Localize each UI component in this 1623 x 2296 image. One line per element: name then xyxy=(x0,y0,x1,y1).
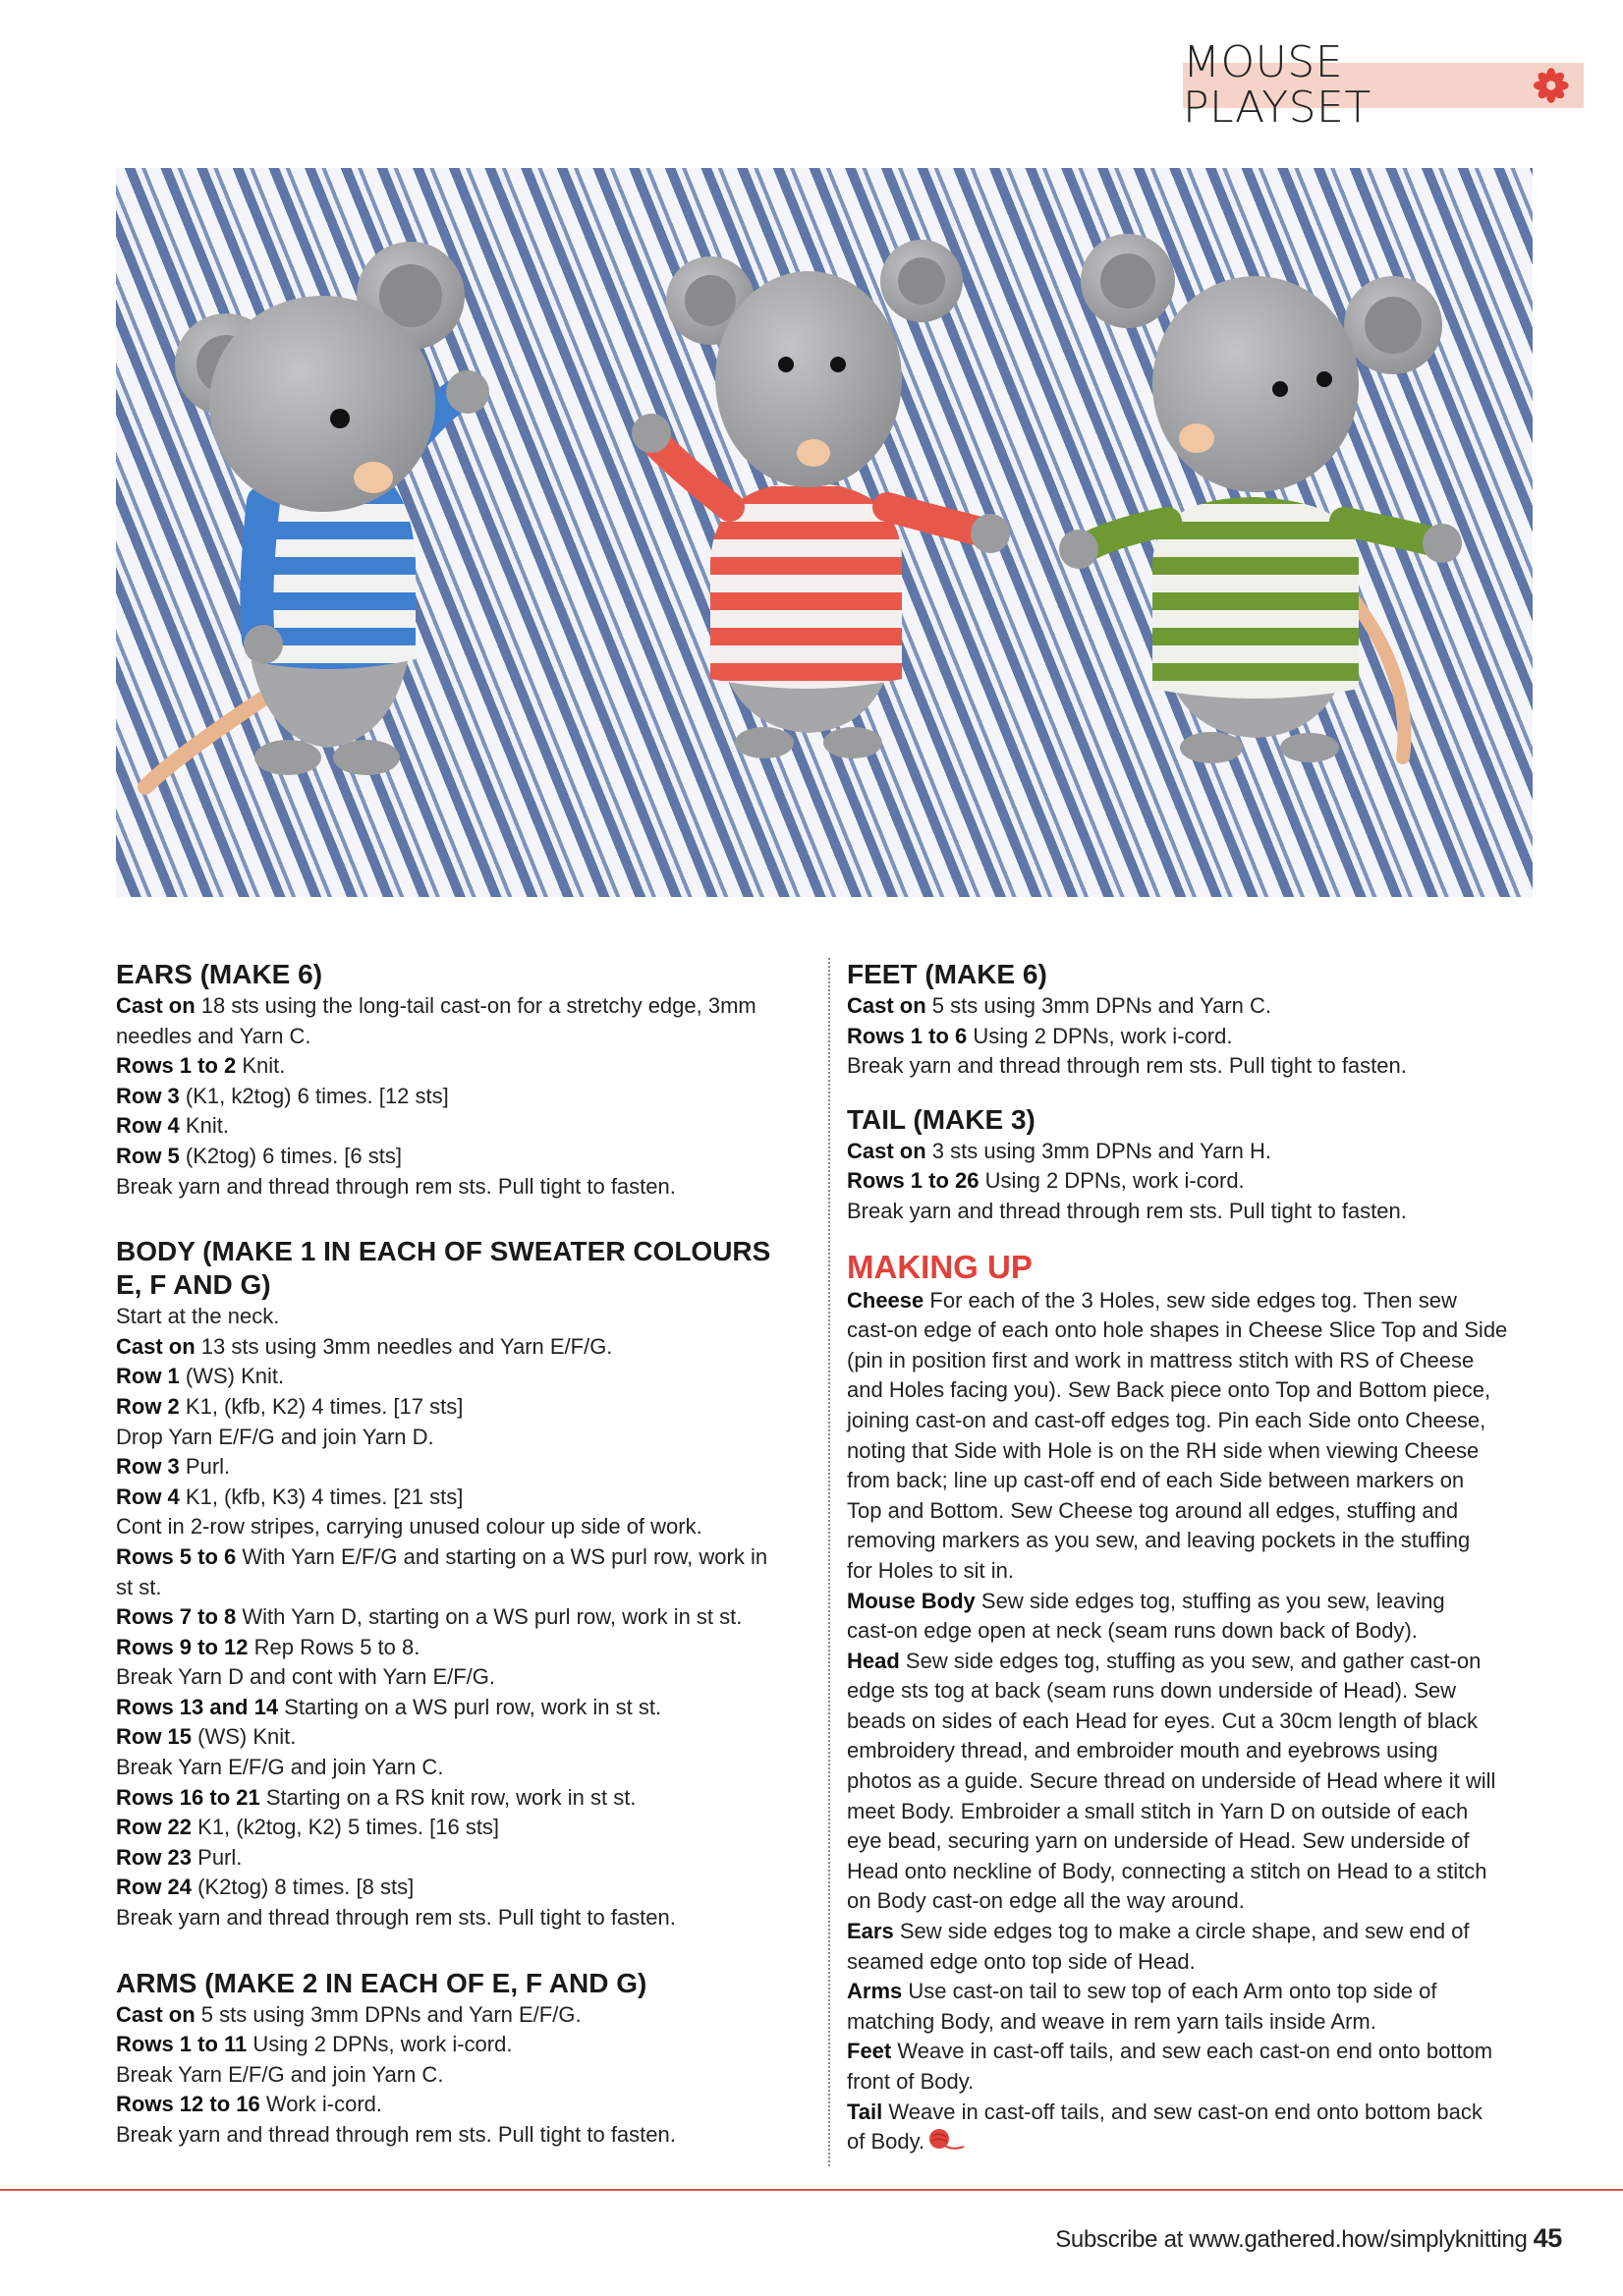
instruction-label: Feet xyxy=(847,2039,892,2064)
instruction-line xyxy=(847,1977,1535,2007)
instruction-label: Row 2 xyxy=(116,1393,180,1419)
instruction-label: Ears xyxy=(847,1919,894,1944)
instruction-text: for Holes to sit in. xyxy=(847,1557,1014,1583)
instruction-label: Cast on xyxy=(847,993,926,1018)
instruction-line xyxy=(847,1406,1535,1436)
section-tag xyxy=(1183,37,1584,133)
instruction-label: Mouse Body xyxy=(847,1588,976,1613)
feet-section xyxy=(847,958,1535,1082)
body-section xyxy=(116,1235,804,1932)
instruction-text: Break yarn and thread through rem sts. Pull tight to fasten. xyxy=(847,1198,1407,1223)
instruction-text: Using 2 DPNs, work i-cord. xyxy=(979,1168,1245,1194)
instruction-text: (K2tog) 6 times. [6 sts] xyxy=(179,1143,402,1168)
instruction-text: Break Yarn E/F/G and join Yarn C. xyxy=(116,1755,444,1780)
instruction-line xyxy=(847,1526,1535,1556)
section-heading: FEET (MAKE 6) xyxy=(847,959,1047,989)
instruction-line xyxy=(847,2007,1535,2038)
instruction-text: and Holes facing you). Sew Back piece onto Top and Bottom piece, xyxy=(847,1377,1491,1403)
instruction-line xyxy=(847,1647,1535,1677)
instruction-text: Rep Rows 5 to 8. xyxy=(248,1634,420,1659)
instruction-label: Row 3 xyxy=(116,1454,180,1480)
instruction-line xyxy=(116,1753,804,1783)
instruction-line xyxy=(847,2067,1535,2098)
instruction-line xyxy=(116,1142,804,1172)
instruction-label: Rows 1 to 6 xyxy=(847,1023,968,1048)
instruction-line xyxy=(847,1917,1535,1947)
instruction-text: Work i-cord. xyxy=(259,2092,382,2117)
instruction-label: Row 23 xyxy=(116,1844,193,1870)
instruction-line xyxy=(116,2120,804,2151)
instruction-text: Starting on a WS purl row, work in st st. xyxy=(278,1694,662,1719)
instruction-text: Sew side edges tog, stuffing as you sew, and gather cast-on xyxy=(899,1648,1482,1673)
instruction-text: (WS) Knit. xyxy=(179,1364,285,1389)
making-up-section xyxy=(847,1249,1535,2157)
instruction-text: edge sts tog at back (seam runs down underside of Head). Sew xyxy=(847,1678,1457,1704)
instruction-text: photos as a guide. Secure thread on underside of Head where it will xyxy=(847,1768,1496,1794)
instruction-text: K1, (kfb, K3) 4 times. [21 sts] xyxy=(179,1484,464,1509)
instruction-text: Knit. xyxy=(179,1113,229,1139)
instruction-line xyxy=(847,2037,1535,2067)
instruction-label: Row 24 xyxy=(116,1875,193,1900)
instruction-label: Head xyxy=(847,1648,900,1673)
section-title: MOUSE PLAYSET xyxy=(1183,37,1371,133)
instruction-line xyxy=(847,1797,1535,1827)
instruction-label: Rows 7 to 8 xyxy=(116,1604,237,1630)
instruction-line xyxy=(847,1676,1535,1707)
instruction-text: from back; line up cast-off end of each Side between markers on xyxy=(847,1468,1465,1493)
instruction-text: Break yarn and thread through rem sts. Pull tight to fasten. xyxy=(116,1905,676,1931)
instruction-line xyxy=(116,2060,804,2091)
instruction-line xyxy=(116,2090,804,2120)
instruction-text: (WS) Knit. xyxy=(192,1724,297,1750)
instruction-text: Purl. xyxy=(192,1844,243,1870)
instruction-text: With Yarn E/F/G and starting on a WS purl row, work in xyxy=(236,1543,768,1569)
instruction-text: Break yarn and thread through rem sts. Pull tight to fasten. xyxy=(116,2122,676,2147)
instruction-line xyxy=(847,1197,1535,1227)
instruction-line xyxy=(116,1172,804,1203)
instruction-text: Drop Yarn E/F/G and join Yarn D. xyxy=(116,1424,434,1449)
instruction-line xyxy=(847,1436,1535,1467)
instruction-text: Starting on a RS knit row, work in st st. xyxy=(259,1784,637,1810)
instruction-line xyxy=(116,2000,804,2031)
instruction-text: Break yarn and thread through rem sts. Pull tight to fasten. xyxy=(116,1173,676,1199)
section-heading: TAIL (MAKE 3) xyxy=(847,1103,1035,1135)
instruction-text: embroidery thread, and embroider mouth and eyebrows using xyxy=(847,1738,1438,1764)
section-heading: BODY (MAKE 1 IN EACH OF SWEATER COLOURS E, F AND G) xyxy=(116,1236,771,1301)
instruction-text: joining cast-on and cast-off edges tog. Pin each Side onto Cheese, xyxy=(847,1407,1486,1432)
instruction-label: Tail xyxy=(847,2099,883,2124)
instruction-line xyxy=(116,1813,804,1843)
instruction-line xyxy=(847,1496,1535,1527)
instruction-label: Rows 13 and 14 xyxy=(116,1694,279,1719)
instruction-text: cast-on edge of each onto hole shapes in Cheese Slice Top and Side xyxy=(847,1317,1508,1343)
instruction-line xyxy=(847,1286,1535,1316)
instruction-line xyxy=(116,1483,804,1513)
instruction-text: on Body cast-on edge all the way around. xyxy=(847,1888,1245,1914)
instruction-text: 13 sts using 3mm needles and Yarn E/F/G. xyxy=(195,1333,613,1359)
instruction-text: cast-on edge open at neck (seam runs down back of Body). xyxy=(847,1618,1418,1644)
instruction-label: Cheese xyxy=(847,1287,924,1313)
instruction-line xyxy=(847,1316,1535,1346)
instruction-line xyxy=(116,1783,804,1814)
knitted-mice-photo xyxy=(116,168,1533,897)
instruction-text: Using 2 DPNs, work i-cord. xyxy=(967,1023,1233,1048)
instruction-line xyxy=(116,1362,804,1392)
instruction-text: Purl. xyxy=(179,1454,231,1480)
section-heading: MAKING UP xyxy=(847,1248,1033,1285)
instruction-label: Rows 9 to 12 xyxy=(116,1634,249,1659)
instruction-text: of Body. xyxy=(847,2129,925,2155)
instruction-line xyxy=(847,1166,1535,1197)
instruction-line xyxy=(847,2098,1535,2128)
instruction-text: 3 sts using 3mm DPNs and Yarn H. xyxy=(925,1138,1272,1163)
instruction-line xyxy=(847,1137,1535,1167)
instruction-line xyxy=(847,1375,1535,1406)
instruction-line xyxy=(116,1693,804,1723)
instruction-text: (pin in position first and work in mattress stitch with RS of Cheese xyxy=(847,1347,1475,1372)
instruction-line xyxy=(847,1616,1535,1647)
instruction-line xyxy=(116,1051,804,1082)
instruction-line xyxy=(116,1111,804,1142)
instruction-line xyxy=(847,1587,1535,1617)
instruction-line xyxy=(847,1947,1535,1978)
instruction-label: Cast on xyxy=(116,1333,196,1359)
instruction-text: Start at the neck. xyxy=(116,1304,280,1329)
instruction-text: front of Body. xyxy=(847,2069,975,2094)
instruction-line xyxy=(116,1633,804,1663)
instruction-label: Rows 5 to 6 xyxy=(116,1543,237,1569)
instruction-text: Sew side edges tog, stuffing as you sew, leaving xyxy=(975,1588,1445,1613)
left-column xyxy=(116,958,804,2184)
arms-section xyxy=(116,1967,804,2151)
instruction-label: Row 5 xyxy=(116,1143,180,1168)
right-column xyxy=(847,958,1535,2191)
instruction-text: 5 sts using 3mm DPNs and Yarn E/F/G. xyxy=(195,2001,582,2027)
instruction-label: Rows 12 to 16 xyxy=(116,2092,260,2117)
instruction-text: Use cast-on tail to sew top of each Arm onto top side of xyxy=(902,1979,1437,2004)
footer-rule xyxy=(0,2189,1623,2191)
instruction-text: eye bead, securing yarn on underside of Head. Sew underside of xyxy=(847,1828,1470,1854)
instruction-text: matching Body, and weave in rem yarn tails inside Arm. xyxy=(847,2008,1376,2034)
instruction-line xyxy=(116,1512,804,1542)
instruction-label: Rows 16 to 21 xyxy=(116,1784,260,1810)
instruction-label: Rows 1 to 26 xyxy=(847,1168,979,1194)
instruction-line xyxy=(116,1082,804,1112)
instruction-label: Row 1 xyxy=(116,1364,180,1389)
instruction-text: beads on sides of each Head for eyes. Cut a 30cm length of black xyxy=(847,1708,1479,1733)
instruction-label: Rows 1 to 2 xyxy=(116,1053,237,1079)
instruction-label: Row 3 xyxy=(116,1083,180,1108)
instruction-label: Rows 1 to 11 xyxy=(116,2032,248,2057)
instruction-line xyxy=(847,1707,1535,1737)
instruction-label: Row 15 xyxy=(116,1724,193,1750)
instruction-line xyxy=(847,1736,1535,1766)
instruction-line xyxy=(847,1556,1535,1587)
instruction-text: With Yarn D, starting on a WS purl row, work in st st. xyxy=(236,1604,743,1630)
yarn-ball-icon xyxy=(928,2128,966,2152)
page-number: 45 xyxy=(1533,2223,1562,2253)
instruction-line xyxy=(116,2030,804,2060)
instruction-label: Row 22 xyxy=(116,1815,193,1840)
flower-icon xyxy=(1533,66,1570,105)
instruction-label: Arms xyxy=(847,1979,903,2004)
footer xyxy=(1055,2223,1562,2254)
instruction-text: (K2tog) 8 times. [8 sts] xyxy=(192,1875,415,1900)
instruction-text: Knit. xyxy=(236,1053,286,1079)
instruction-text: Cont in 2-row stripes, carrying unused colour up side of work. xyxy=(116,1514,702,1540)
instruction-text: Break yarn and thread through rem sts. Pull tight to fasten. xyxy=(847,1053,1407,1079)
instruction-text: Weave in cast-off tails, and sew cast-on end onto bottom back xyxy=(882,2099,1483,2124)
instruction-line xyxy=(847,1857,1535,1887)
instruction-line xyxy=(116,1332,804,1363)
tail-section xyxy=(847,1103,1535,1227)
instruction-line xyxy=(847,1886,1535,1917)
instruction-line xyxy=(116,1302,804,1332)
instruction-text: Break Yarn E/F/G and join Yarn C. xyxy=(116,2061,444,2087)
instruction-label: Row 4 xyxy=(116,1113,180,1139)
instruction-text: noting that Side with Hole is on the RH side when viewing Cheese xyxy=(847,1437,1480,1463)
instruction-text: K1, (k2tog, K2) 5 times. [16 sts] xyxy=(192,1815,500,1840)
instruction-text: removing markers as you sew, and leaving pockets in the stuffing xyxy=(847,1528,1471,1553)
instruction-line xyxy=(116,1903,804,1933)
instruction-line xyxy=(116,1662,804,1693)
instruction-line xyxy=(116,1542,804,1573)
instruction-text: Using 2 DPNs, work i-cord. xyxy=(247,2032,513,2057)
instruction-line xyxy=(847,1466,1535,1496)
instruction-text: Weave in cast-off tails, and sew each cast-on end onto bottom xyxy=(891,2039,1493,2064)
instruction-line xyxy=(847,1346,1535,1376)
instruction-line xyxy=(116,991,804,1022)
instruction-line xyxy=(116,1392,804,1423)
column-divider xyxy=(828,958,830,2166)
instruction-text: For each of the 3 Holes, sew side edges tog. Then sew xyxy=(923,1287,1457,1313)
instruction-text: needles and Yarn C. xyxy=(116,1023,311,1048)
instruction-line xyxy=(116,1873,804,1903)
instruction-text: meet Body. Embroider a small stitch in Yarn D on outside of each xyxy=(847,1798,1469,1823)
instruction-text: 18 sts using the long-tail cast-on for a stretchy edge, 3mm xyxy=(195,993,756,1018)
section-heading: EARS (MAKE 6) xyxy=(116,959,323,989)
instruction-line xyxy=(847,1022,1535,1052)
instruction-text: st st. xyxy=(116,1574,162,1599)
instruction-text: Top and Bottom. Sew Cheese tog around all edges, stuffing and xyxy=(847,1497,1459,1523)
instruction-line xyxy=(116,1843,804,1874)
instruction-line xyxy=(847,1051,1535,1082)
instruction-text: seamed edge onto top side of Head. xyxy=(847,1948,1196,1974)
instruction-text: Sew side edges tog to make a circle shape, and sew end of xyxy=(893,1919,1470,1944)
instruction-line xyxy=(116,1722,804,1753)
instruction-text: Head onto neckline of Body, connecting a stitch on Head to a stitch xyxy=(847,1858,1487,1883)
instruction-line xyxy=(116,1022,804,1052)
instruction-line xyxy=(116,1602,804,1633)
instruction-text: K1, (kfb, K2) 4 times. [17 sts] xyxy=(179,1393,464,1419)
instruction-text: 5 sts using 3mm DPNs and Yarn C. xyxy=(925,993,1272,1018)
subscribe-text: Subscribe at www.gathered.how/simplyknitting xyxy=(1055,2226,1528,2253)
instruction-label: Cast on xyxy=(116,993,196,1018)
instruction-text: Break Yarn D and cont with Yarn E/F/G. xyxy=(116,1664,495,1690)
instruction-line xyxy=(116,1573,804,1603)
instruction-line xyxy=(116,1423,804,1453)
instruction-line xyxy=(116,1452,804,1483)
instruction-line xyxy=(847,2127,1535,2157)
instruction-text: (K1, k2tog) 6 times. [12 sts] xyxy=(179,1083,449,1108)
instruction-line xyxy=(847,1766,1535,1797)
instruction-label: Cast on xyxy=(847,1138,926,1163)
instruction-line xyxy=(847,991,1535,1022)
instruction-label: Row 4 xyxy=(116,1484,180,1509)
instruction-line xyxy=(847,1826,1535,1857)
section-heading: ARMS (MAKE 2 IN EACH OF E, F AND G) xyxy=(116,1967,647,1998)
ears-section xyxy=(116,958,804,1202)
instruction-label: Cast on xyxy=(116,2001,196,2027)
